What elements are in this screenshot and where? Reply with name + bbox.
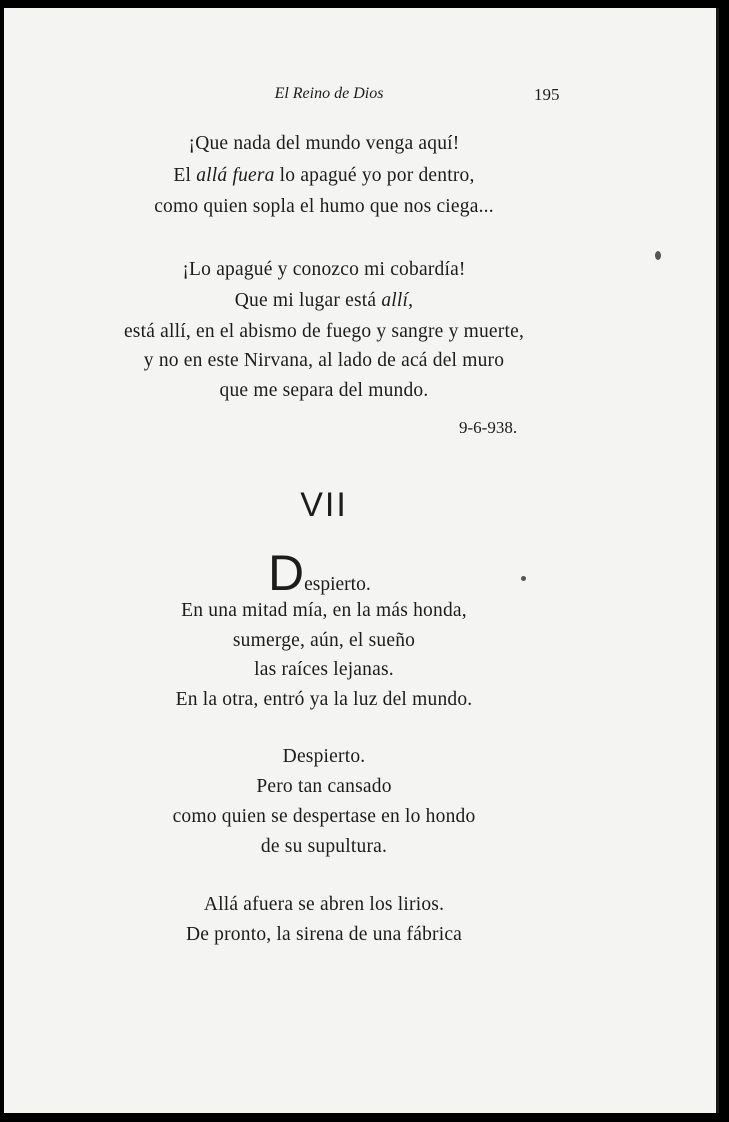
verse-italic-text: allí [381, 290, 409, 311]
verse-line: sumerge, aún, el sueño [232, 630, 416, 651]
verse-line: Allá afuera se abren los lirios. [203, 894, 445, 915]
verse-line: como quien sopla el humo que nos ciega... [154, 196, 494, 217]
verse-line: las raíces lejanas. [254, 659, 394, 680]
verse-line: En la otra, entró ya la luz del mundo. [175, 689, 473, 710]
verse-line: ¡Lo apagué y conozco mi cobardía! [182, 259, 466, 280]
verse-line: como quien se despertase en lo hondo [172, 806, 476, 827]
verse-line: Pero tan cansado [256, 776, 392, 797]
ink-speck [655, 251, 661, 260]
verse-text: Que mi lugar está [234, 290, 382, 311]
section-number: VII [300, 486, 348, 524]
book-page [4, 8, 719, 1113]
verse-text: , [408, 290, 414, 311]
verse-text: lo apagué yo por dentro, [274, 165, 475, 186]
first-word-rest: espierto. [304, 574, 371, 595]
verse-line: de su supultura. [260, 836, 388, 857]
verse-line [4, 165, 644, 187]
running-title: El Reino de Dios [274, 85, 384, 102]
dropcap-line [268, 545, 371, 601]
verse-line: que me separa del mundo. [219, 380, 429, 401]
verse-italic-text: allá fuera [196, 165, 275, 186]
verse-line: De pronto, la sirena de una fábrica [185, 924, 463, 945]
ink-speck [521, 576, 526, 581]
verse-line: Despierto. [282, 746, 366, 767]
page-number: 195 [534, 85, 560, 104]
verse-line: En una mitad mía, en la más honda, [181, 600, 467, 621]
dropcap-letter: D [268, 545, 305, 601]
verse-line: ¡Que nada del mundo venga aquí! [188, 133, 460, 154]
verse-text: El [173, 165, 197, 186]
verse-line: está allí, en el abismo de fuego y sangre y muerte, [123, 321, 525, 342]
verse-line [4, 290, 644, 312]
verse-line: y no en este Nirvana, al lado de acá del muro [143, 350, 505, 371]
poem-date: 9-6-938. [459, 418, 518, 437]
